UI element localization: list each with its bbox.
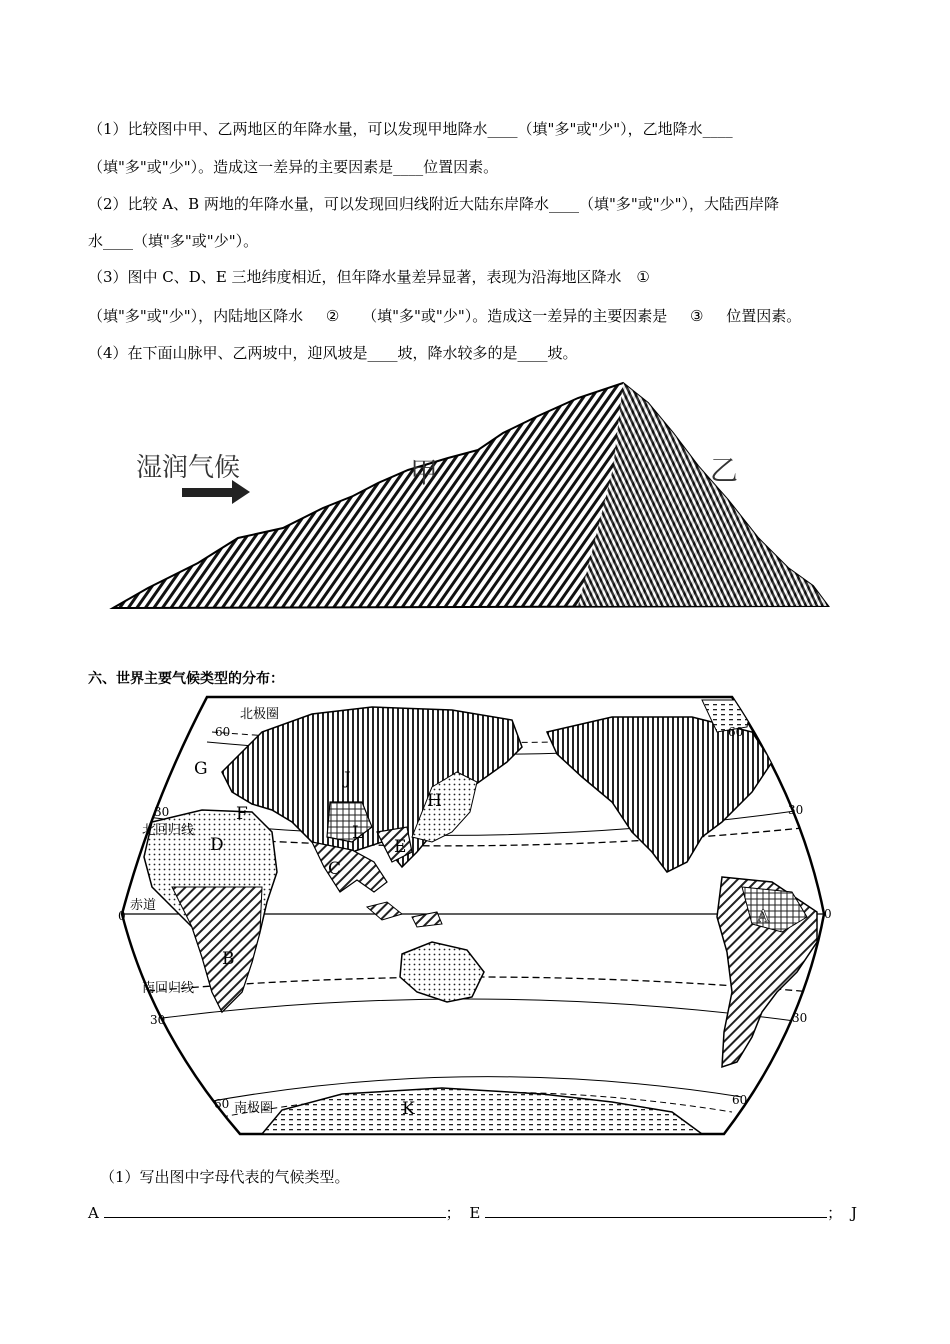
- region-letter-c: C: [328, 859, 342, 879]
- q3-text-b2: （填"多"或"少"）。造成这一差异的主要因素是: [362, 307, 668, 325]
- answer-e-label: E: [469, 1204, 481, 1222]
- section-6-title: 六、世界主要气候类型的分布：: [88, 671, 284, 687]
- wind-arrow-icon: [182, 480, 250, 504]
- region-letter-h: H: [427, 791, 442, 811]
- region-letter-k: K: [402, 1099, 415, 1119]
- q3-mark-3: ③: [690, 307, 704, 325]
- slope-b-label: 乙: [710, 454, 739, 487]
- region-letter-f: F: [236, 804, 248, 824]
- q1-line-a: （1）比较图中甲、乙两地区的年降水量，可以发现甲地降水____（填"多"或"少"），乙地降水____: [88, 120, 733, 138]
- world-climate-map: [112, 692, 838, 1142]
- deg-0-left: 0: [118, 909, 126, 923]
- deg-60n-right: 60: [728, 725, 744, 739]
- q3-text-a: （3）图中 C、D、E 三地纬度相近，但年降水量差异显著，表现为沿海地区降水: [88, 268, 622, 286]
- antarctic-circle-label: 南极圈: [234, 1101, 274, 1116]
- sep-1: ；: [445, 1204, 461, 1222]
- tropic-s-label: 南回归线: [142, 981, 195, 996]
- q3-mark-2: ②: [325, 307, 340, 325]
- mountain-figure: [108, 378, 838, 618]
- deg-30n-left: 30: [154, 805, 170, 819]
- answer-a-blank[interactable]: [104, 1203, 446, 1218]
- region-letter-l: L: [352, 823, 364, 843]
- region-letter-a: A: [757, 907, 770, 927]
- answer-j-label: J: [850, 1204, 857, 1222]
- equator-label: 赤道: [130, 898, 157, 913]
- slope-a-label: 甲: [410, 456, 439, 489]
- q3-line-b: [88, 305, 801, 326]
- region-letter-e: E: [394, 837, 407, 857]
- sep-2: ；: [827, 1204, 843, 1222]
- q2-line-a: （2）比较 A、B 两地的年降水量，可以发现回归线附近大陆东岸降水____（填"多"或"少"），大陆西岸降: [88, 195, 780, 213]
- q3-mark-1: ①: [636, 268, 650, 286]
- wind-label: 湿润气候: [136, 453, 241, 483]
- arctic-circle-label: 北极圈: [240, 707, 280, 722]
- q3-line-a: [88, 266, 660, 287]
- deg-60n-left: 60: [215, 725, 231, 739]
- deg-0-right: 0: [824, 907, 832, 921]
- region-letter-g: G: [194, 759, 208, 779]
- q3-text-b1: （填"多"或"少"），内陆地区降水: [88, 307, 304, 325]
- region-letter-j: J: [344, 769, 351, 789]
- deg-30s-left: 30: [150, 1013, 166, 1027]
- s6-q1-line: （1）写出图中字母代表的气候类型。: [100, 1168, 350, 1186]
- deg-30n-right: 30: [788, 803, 804, 817]
- answer-a-label: A: [88, 1204, 99, 1222]
- tropic-n-label: 北回归线: [142, 823, 195, 838]
- q1-line-b: （填"多"或"少"）。造成这一差异的主要因素是____位置因素。: [88, 158, 499, 176]
- q4-line: （4）在下面山脉甲、乙两坡中，迎风坡是____坡，降水较多的是____坡。: [88, 344, 578, 362]
- deg-30s-right: 30: [792, 1011, 808, 1025]
- deg-60s-right: 60: [732, 1093, 748, 1107]
- region-letter-d: D: [210, 835, 224, 855]
- q3-text-b3: 位置因素。: [726, 307, 802, 325]
- region-letter-b: B: [222, 949, 235, 969]
- s6-answer-line: [88, 1202, 857, 1223]
- answer-e-blank[interactable]: [485, 1203, 827, 1218]
- q2-line-b: 水____（填"多"或"少"）。: [88, 232, 259, 250]
- deg-60s-left: 60: [214, 1097, 230, 1111]
